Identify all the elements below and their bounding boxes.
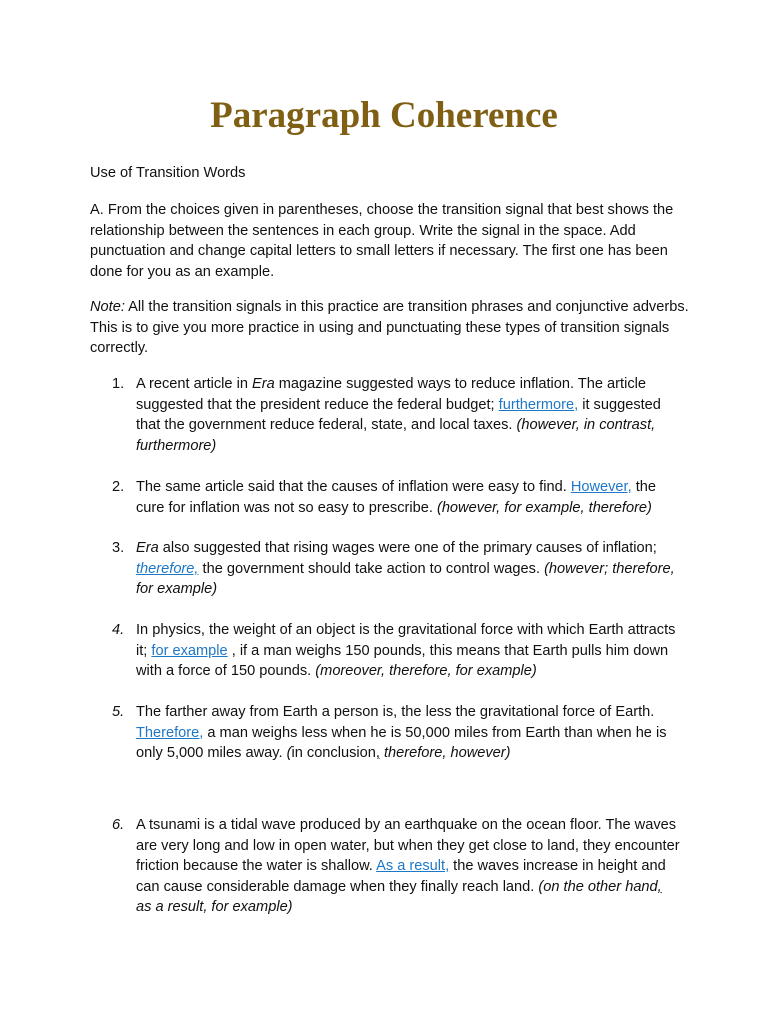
answer-blank[interactable]: However, — [570, 479, 632, 495]
answer-blank[interactable]: Therefore, — [136, 724, 204, 741]
item-text: A tsunami is a tidal wave produced by an earthquake on the ocean floor. The waves are very long and low in open water, but when they get close to land, they encounter friction because the water is shallow. As a result, the waves increase in height and can cause considerable damage when they finally reach land. (on the other hand, as a result, for example) — [136, 817, 680, 916]
item-number: 4. — [112, 622, 125, 638]
choices: (moreover, therefore, for example) — [315, 663, 537, 680]
item-text: A recent article in Era magazine suggested ways to reduce inflation. The article suggested that the president reduce the federal budget; furthermore, it suggested that the government reduce federal, state, and local taxes. (however, in contrast, furthermore) — [136, 376, 661, 454]
item-text: In physics, the weight of an object is the gravitational force with which Earth attracts it; for example , if a man weighs 150 pounds, this means that Earth pulls him down with a force of 150 pounds. (moreover, therefore, for example) — [136, 622, 676, 680]
answer-blank[interactable]: furthermore, — [498, 396, 579, 413]
magazine-name: Era — [136, 540, 159, 556]
note-text: All the transition signals in this practice are transition phrases and conjunctive adverbs. This is to give you more practice in using and punctuating these types of transition signals correctly. — [90, 299, 689, 357]
answer-blank[interactable]: for example — [151, 642, 228, 659]
choices: (however; therefore, for example) — [136, 560, 675, 598]
item-number: 6. — [112, 817, 125, 833]
answer-blank[interactable]: As a result, — [376, 858, 450, 875]
note-paragraph — [90, 297, 690, 359]
page-title: Paragraph Coherence — [210, 95, 558, 136]
choices: (on the other hand, as a result, for example) — [136, 878, 662, 916]
item-text: The farther away from Earth a person is, the less the gravitational force of Earth. Therefore, a man weighs less when he is 50,000 miles from Earth than when he is only 5,000 miles away. (in conclusion, therefore, however) — [136, 704, 667, 762]
note-label: Note: — [90, 299, 125, 315]
choices: therefore, however) — [379, 745, 511, 762]
magazine-name: Era — [252, 376, 275, 392]
item-number: 3. — [112, 540, 125, 556]
item-number: 5. — [112, 704, 125, 720]
instructions-paragraph: A. From the choices given in parentheses, choose the transition signal that best shows the relationship between the sentences in each group. Write the signal in the space. Add punctuation and change capital letters to small letters if necessary. The first one has been done for you as an example. — [90, 202, 674, 280]
section-subtitle: Use of Transition Words — [90, 165, 246, 181]
choices-in-conclusion: in conclusion — [291, 745, 376, 762]
choices: (however, in contrast, furthermore) — [136, 417, 656, 454]
item-text: Era also suggested that rising wages were one of the primary causes of inflation; therefore, the government should take action to control wages. (however; therefore, for example) — [136, 540, 675, 598]
choices: (however, for example, therefore) — [436, 499, 652, 516]
item-number: 1. — [112, 376, 125, 392]
answer-blank[interactable]: therefore, — [136, 560, 199, 577]
item-text: The same article said that the causes of inflation were easy to find. However, the cure for inflation was not so easy to prescribe. (however, for example, therefore) — [136, 479, 656, 516]
item-number: 2. — [112, 479, 125, 495]
